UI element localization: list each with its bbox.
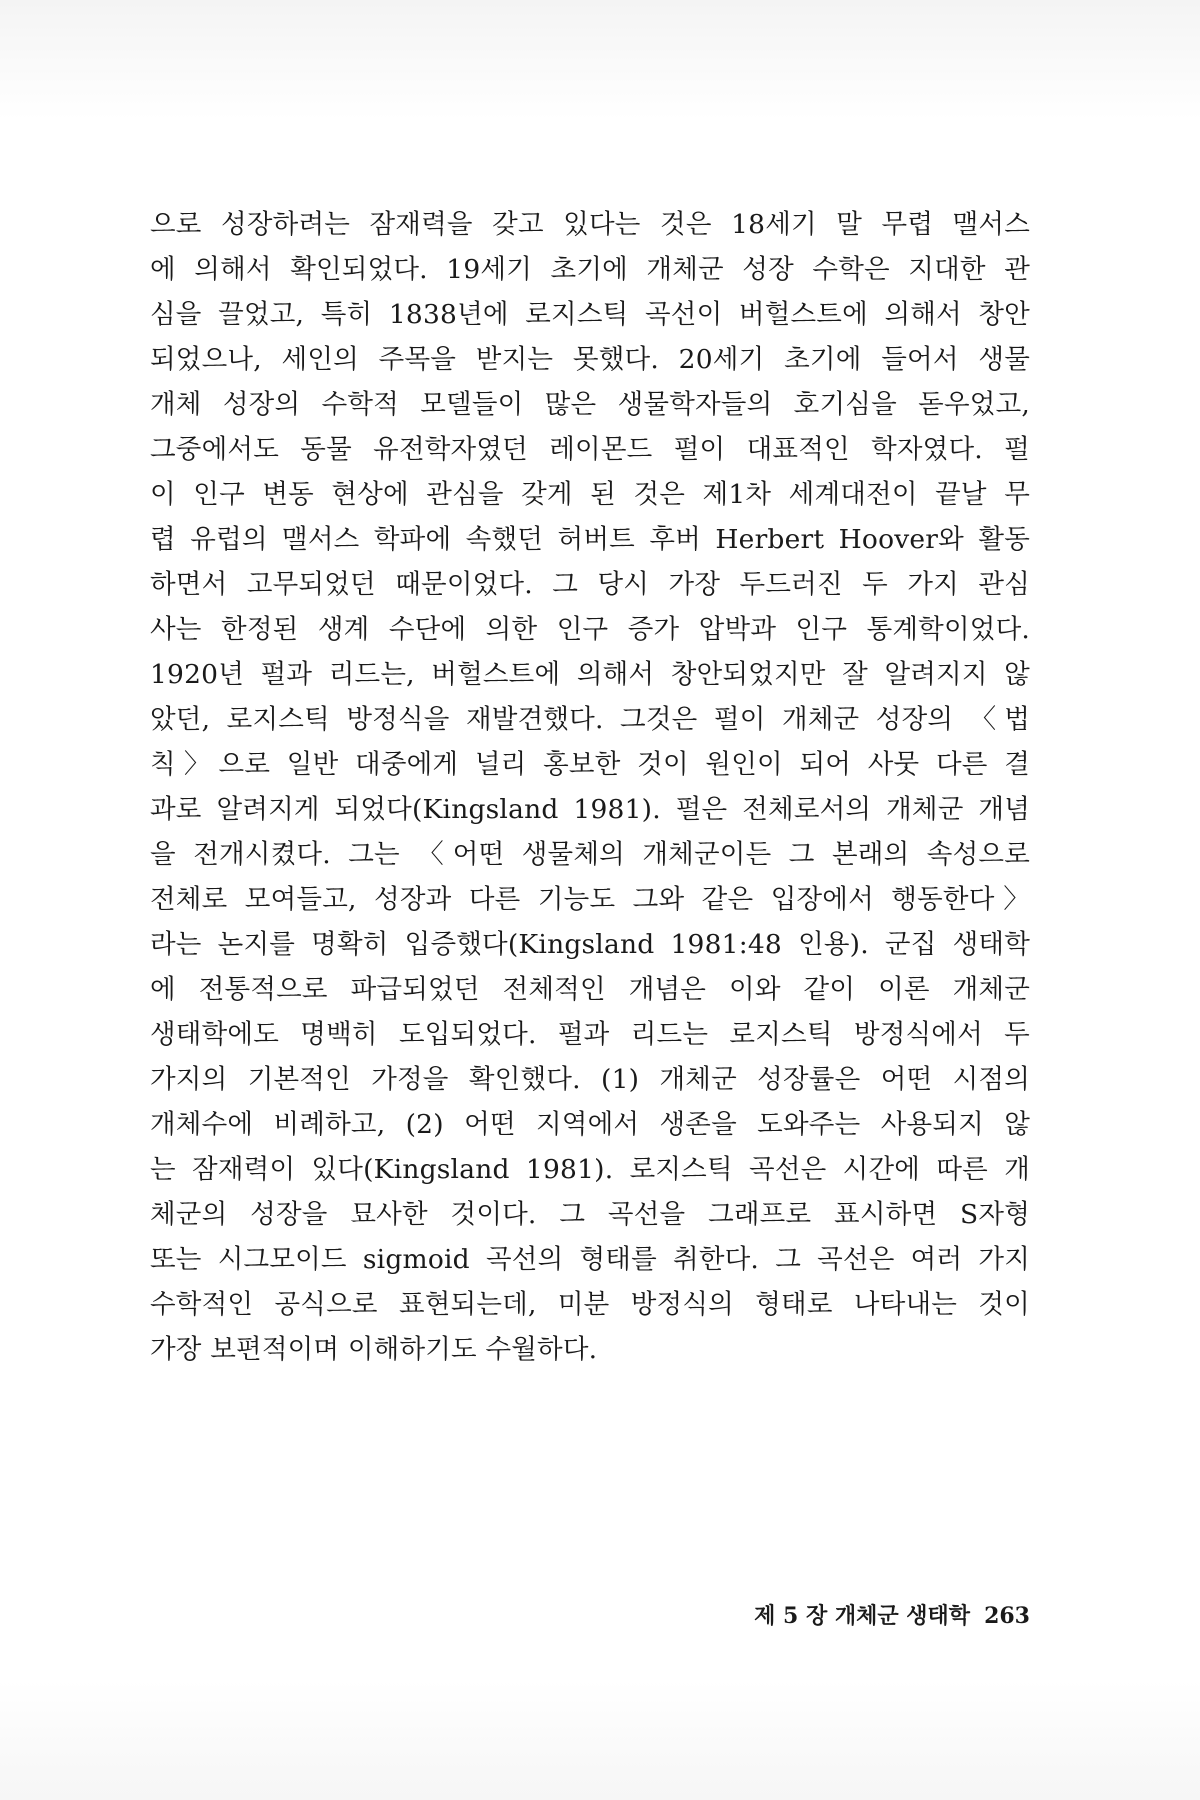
text-line: 전체로 모여들고, 성장과 다른 기능도 그와 같은 입장에서 행동한다〉 xyxy=(150,884,1030,915)
text-line: 을 전개시켰다. 그는 〈어떤 생물체의 개체군이든 그 본래의 속성으로 xyxy=(150,839,1030,870)
text-line: 에 전통적으로 파급되었던 전체적인 개념은 이와 같이 이론 개체군 xyxy=(150,974,1030,1005)
text-line: 과로 알려지게 되었다(Kingsland 1981). 펄은 전체로서의 개체군 개념 xyxy=(150,794,1030,825)
page-footer xyxy=(740,1598,1030,1634)
text-line: 렵 유럽의 맬서스 학파에 속했던 허버트 후버 Herbert Hoover와 활동 xyxy=(150,524,1030,555)
text-line: 가장 보편적이며 이해하기도 수월하다. xyxy=(150,1334,598,1365)
text-line: 되었으나, 세인의 주목을 받지는 못했다. 20세기 초기에 들어서 생물 xyxy=(150,344,1030,375)
text-line: 체군의 성장을 묘사한 것이다. 그 곡선을 그래프로 표시하면 S자형 xyxy=(150,1199,1030,1230)
text-line: 그중에서도 동물 유전학자였던 레이몬드 펄이 대표적인 학자였다. 펄 xyxy=(150,434,1030,465)
text-line: 는 잠재력이 있다(Kingsland 1981). 로지스틱 곡선은 시간에 따른 개 xyxy=(150,1154,1030,1185)
text-line: 라는 논지를 명확히 입증했다(Kingsland 1981:48 인용). 군집 생태학 xyxy=(150,929,1030,960)
text-line: 개체 성장의 수학적 모델들이 많은 생물학자들의 호기심을 돋우었고, xyxy=(150,389,1030,420)
text-line: 1920년 펄과 리드는, 버헐스트에 의해서 창안되었지만 잘 알려지지 않 xyxy=(150,659,1030,690)
text-line: 심을 끌었고, 특히 1838년에 로지스틱 곡선이 버헐스트에 의해서 창안 xyxy=(150,299,1030,330)
text-line: 생태학에도 명백히 도입되었다. 펄과 리드는 로지스틱 방정식에서 두 xyxy=(150,1019,1030,1050)
text-line: 았던, 로지스틱 방정식을 재발견했다. 그것은 펄이 개체군 성장의 〈법 xyxy=(150,704,1030,735)
running-footer-chapter: 제 5 장 개체군 생태학 xyxy=(754,1603,971,1629)
text-line: 에 의해서 확인되었다. 19세기 초기에 개체군 성장 수학은 지대한 관 xyxy=(150,254,1030,285)
text-line: 으로 성장하려는 잠재력을 갖고 있다는 것은 18세기 말 무렵 맬서스 xyxy=(150,209,1030,240)
text-line: 또는 시그모이드 sigmoid 곡선의 형태를 취한다. 그 곡선은 여러 가지 xyxy=(150,1244,1030,1275)
text-line: 수학적인 공식으로 표현되는데, 미분 방정식의 형태로 나타내는 것이 xyxy=(150,1289,1030,1320)
text-line: 이 인구 변동 현상에 관심을 갖게 된 것은 제1차 세계대전이 끝날 무 xyxy=(150,479,1030,510)
page-number: 263 xyxy=(984,1603,1030,1629)
body-text xyxy=(150,202,1030,1372)
text-line: 하면서 고무되었던 때문이었다. 그 당시 가장 두드러진 두 가지 관심 xyxy=(150,569,1030,600)
text-line: 개체수에 비례하고, (2) 어떤 지역에서 생존을 도와주는 사용되지 않 xyxy=(150,1109,1030,1140)
text-line: 가지의 기본적인 가정을 확인했다. (1) 개체군 성장률은 어떤 시점의 xyxy=(150,1064,1030,1095)
text-line: 사는 한정된 생계 수단에 의한 인구 증가 압박과 인구 통계학이었다. xyxy=(150,614,1030,645)
text-line: 칙〉으로 일반 대중에게 널리 홍보한 것이 원인이 되어 사뭇 다른 결 xyxy=(150,749,1030,780)
